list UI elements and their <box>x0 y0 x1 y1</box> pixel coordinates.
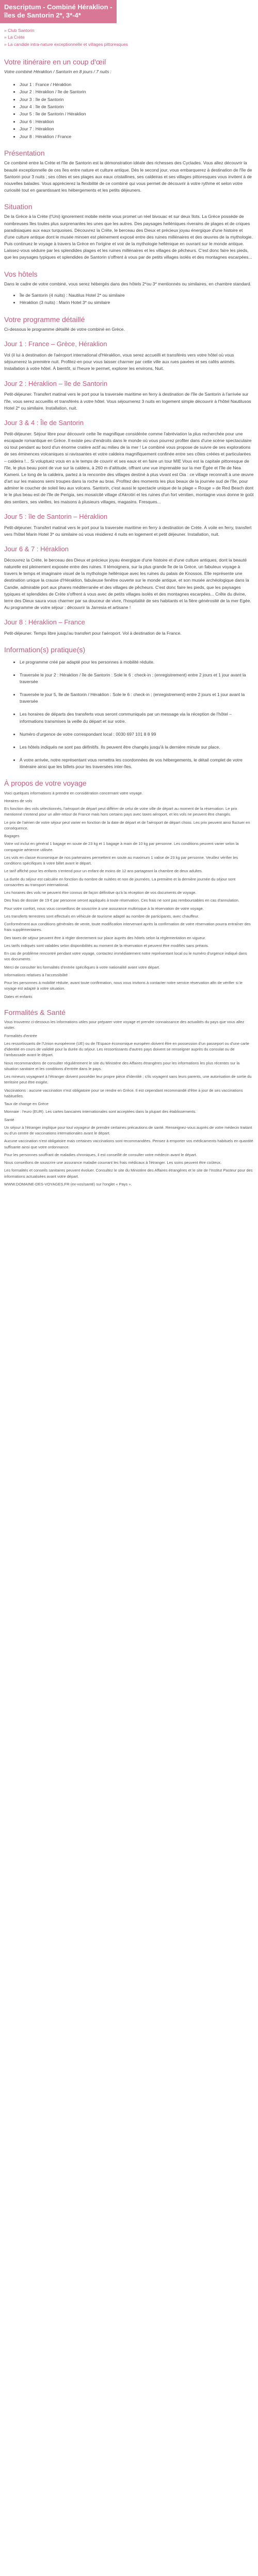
hotels-list <box>4 292 254 307</box>
about-trip-body <box>4 790 254 999</box>
intro-link-club[interactable]: » Club Santorin <box>4 27 254 35</box>
about-trip-paragraph: Des frais de dossier de 19 € par personne seront appliqués à toute réservation. Ces frais ne sont pas remboursables en cas d'annulation. <box>4 898 239 903</box>
hotels-intro: Dans le cadre de votre combiné, vous serez hébergés dans des hôtels 2*ou 3* mentionnés ou similaires, en chambre standard. <box>4 281 252 286</box>
health-paragraph: Nous recommandons de consulter régulièrement le site du Ministère des Affaires étrangères pour les informations les plus récentes sur la situation sanitaire et les conditions d'entrée dans le pays. <box>4 1060 240 1071</box>
about-trip-paragraph: Pour les personnes à mobilité réduite, avant toute confirmation, nous vous invitons à contacter notre service réservation afin de vérifier si le voyage est adapté à votre situation. <box>4 980 243 991</box>
health-paragraph: Vous trouverez ci-dessous les informations utiles pour préparer votre voyage et prendre connaissance des actualités du pays que vous allez visiter. <box>4 1020 245 1030</box>
program-intro: Ci-dessous le programme détaillé de votre combiné en Grèce. <box>4 327 125 332</box>
health-heading: Formalités & Santé <box>4 1008 66 1016</box>
presentation-text: Ce combiné entre la Crète et l'île de Santorin est la démonstration idéale des richesses des Cyclades. Vous allez découvrir la beauté exceptionnelle de ces îles entre nature et culture antique. Dès le second jour, vous embarquerez à destination de l'île de Santorin pour 3 nuits ; ses côtes et ses plages aux eaux cristallines, ses caldeiras et ses villages pittoresques vous invitent à de nouvelles balades. Vous apprécierez la flexibilité de ce combiné qui vous permet de découvrir à votre rythme et selon votre curiosité tout en garantissant les hébergements et les petits déjeuners. <box>4 160 252 193</box>
hotels-heading: Vos hôtels <box>4 269 38 278</box>
about-trip-heading: À propos de votre voyage <box>4 779 87 788</box>
health-paragraph: Les mineurs voyageant à l'étranger doivent posséder leur propre pièce d'identité ; s'ils voyagent sans leurs parents, une autorisation de sortie du territoire peut être exigée. <box>4 1074 252 1085</box>
day1-heading: Jour 1 : France – Grèce, Héraklion <box>4 340 107 348</box>
health-body <box>4 1019 254 1187</box>
about-trip-paragraph: Bagages <box>4 834 20 839</box>
health-paragraph: Les ressortissants de l'Union européenne (UE) ou de l'Espace économique européen doivent être en possession d'un passeport ou d'une carte d'identité en cours de validité pour la durée du séjour. Les ressortissants d'autres pays doivent se renseigner auprès du consulat ou de l'ambassade avant le départ. <box>4 1041 249 1058</box>
about-trip-paragraph: Votre vol inclut en général 1 bagage en soute de 23 kg et 1 bagage à main de 10 kg par personne. Les conditions peuvent varier selon la compagnie aérienne utilisée. <box>4 841 239 852</box>
day8-text: Petit-déjeuner. Temps libre jusqu'au transfert pour l'aéroport. Vol à destination de la France. <box>4 631 182 636</box>
about-trip-paragraph: Le prix de l'aérien de votre séjour peut varier en fonction de la date de départ et de l'aéroport de départ choisi. Les prix peuvent ainsi fluctuer en conséquence. <box>4 820 250 831</box>
day-item: • Jour 8 : Héraklion / France <box>20 133 254 140</box>
about-trip-paragraph: Les transferts terrestres sont effectués en véhicule de tourisme adapté au nombre de participants, avec chauffeur. <box>4 913 199 919</box>
about-trip-paragraph: Pour votre confort, nous vous conseillons de souscrire à une assurance multirisque à la réservation de votre voyage. <box>4 906 204 911</box>
day-item: • Jour 6 : Héraklion <box>20 118 254 125</box>
program-heading: Votre programme détaillé <box>4 315 85 324</box>
content <box>0 27 258 1188</box>
health-paragraph: Monnaie : l'euro (EUR). Les cartes bancaires internationales sont acceptées dans la plupart des établissements. <box>4 1109 197 1114</box>
hotel-item: • Île de Santorin (4 nuits) : Nautilus Hotel 2* ou similaire <box>20 292 254 299</box>
about-trip-paragraph: Informations relatives à l'accessibilité <box>4 972 68 977</box>
about-trip-paragraph: Les horaires des vols ne peuvent être connus de façon définitive qu'à la réception de vos documents de voyage. <box>4 890 197 895</box>
day1-text: Vol (il lui à destination de l'aéroport international d'Héraklion, vous serez accueilli et transférés vers votre hôtel où vous séjournerez la première nuit. Profitez-en pour vous laisser charmer par cette ville aux rues pavées et ses cafés animés. Installation à votre hôtel. À bientôt, si l'heure le permet, explorer les environs, Nuit. <box>4 352 236 371</box>
day34-text: Petit-déjeuner. Séjour libre pour découvrir cette île magnifique considérée comme l'abréviation la plus recherchée pour une escapade romantique en Grèce. Il existe peu d'endroits dans le monde où vous pourrez profiter dans d'une scène spectaculaire où tout pendant au bord d'un énorme cratère actif au milieu de la mer ! Le combiné vous propose de suivre de ses explorations de ses éminences volcaniques si ravissantes et votre caldeira magnifiquement confinée entre ses côtes créées et particularées – caldeira !... Si voluptuez vous en a le temps de couvrir et ses eaux et en faire un tour MIE Vous est la capitale pittoresque de l'île, le plus beau point de vue sur la caldera, à 260 m d'altitude, offrant une vue imprenable sur la mer Égée et l'île de Nea Kameni. Le long de la caldeira, partez à la rencontre des villages destiné à plus vivant est Oia : ce village reconnaît à une œuvre d'art sur les maisons semi troupes dans la roche au bras. Profitez des moments les plus beaux de la journée sud de l'île, pour admirer le coucher de soleil lieu aux volcans. Santorin, c'est aussi le spectacle unique de la plage « Rouge » de Red Beach dont le le plus beau est de l'île de Perigia, ses mosaïcité village d'Akrotiri et les ruines d'un fort vénitien, montagne vous donne le goût des sentiers, ses vieilles, les maisons à plusieurs villages, magasins. Fresques... <box>4 431 254 504</box>
about-trip-paragraph: Les vols en classe économique de nos partenaires permettent en soute au maximum 1 valise de 23 kg par personne. Veuillez vérifier les conditions spécifiques à votre billet avant le départ. <box>4 855 238 866</box>
day-item: • Jour 1 : France / Héraklion <box>20 81 254 88</box>
about-trip-paragraph: Merci de consulter les formalités d'entrée spécifiques à votre nationalité avant votre départ. <box>4 964 160 970</box>
practical-info-heading: Information(s) pratique(s) <box>4 646 86 654</box>
intro-links <box>4 27 254 48</box>
about-trip-paragraph: Voici quelques informations à prendre en considération concernant votre voyage. <box>4 790 143 795</box>
health-paragraph: Vaccinations : aucune vaccination n'est obligatoire pour se rendre en Grèce. Il est cependant recommandé d'être à jour de ses vaccinations habituelles. <box>4 1088 243 1098</box>
health-paragraph: WWW.DOMAINE-DES-VOYAGES.FR (ex-vos/santé) sur l'onglet « Pays ». <box>4 1181 132 1187</box>
practical-info-item: • Traversée le jour 2 : Héraklion / île de Santorin : Sole le 6 : check-in ; (enregistrement) entre 2 jours et 1 jour avant la traversée <box>20 672 254 685</box>
day8-heading: Jour 8 : Héraklion – France <box>4 618 85 626</box>
about-trip-paragraph: Des taxes de séjour peuvent être à régler directement sur place auprès des hôtels selon la réglementation en vigueur. <box>4 935 206 940</box>
about-trip-paragraph: Les tarifs indiqués sont valables selon disponibilités au moment de la réservation et peuvent être modifiés sans préavis. <box>4 943 209 948</box>
health-paragraph: Formalités d'entrée <box>4 1033 37 1038</box>
day5-heading: Jour 5 : île de Santorin – Héraklion <box>4 512 108 520</box>
day2-heading: Jour 2 : Héraklion – île de Santorin <box>4 379 108 387</box>
day34-heading: Jour 3 & 4 : Île de Santorin <box>4 418 84 427</box>
day5-text: Petit-déjeuner. Transfert matinal vers le port pour la traversée maritime en ferry à destination de Crète. À voile en ferry, transfert vers l'hôtel Marin Hotel 3* ou similaire où vous résiderez 4 nuits en logement et petit déjeuner. Installation, nuit. <box>4 524 252 537</box>
practical-info-item: • Les hôtels indiqués ne sont pas définitifs. Ils peuvent être changés jusqu'à la dernière minute sur place. <box>20 744 254 751</box>
presentation-heading: Présentation <box>4 149 45 158</box>
days-list <box>4 81 254 141</box>
practical-info-item: • À votre arrivée, notre représentant vous remettra les coordonnées de vos hébergements, le détail complet de votre itinéraire ainsi que les billets pour les traversées inter-îles. <box>20 757 254 770</box>
day-item: • Jour 4 : île de Santorin <box>20 103 254 110</box>
practical-info-item: • Traversée le jour 5, île de Santorin / Héraklion : Sole le 6 : check-in ; (enregistrement) entre 2 jours et 1 jour avant la traversée <box>20 691 254 705</box>
practical-info-list <box>4 659 254 771</box>
day2-text: Petit-déjeuner. Transfert matinal vers le port pour la traversée maritime en ferry à destination de l'île de Santorin à l'arrivée sur l'île, vous serez accueillis et transférés à votre hôtel. Vous séjournerez 3 nuits en logement simple découvrir à l'hôtel Nautilusos Hotel 2* ou similaire. Installation, nuit. <box>4 392 251 411</box>
health-paragraph: Pour les personnes souffrant de maladies chroniques, il est conseillé de consulter votre médecin avant le départ. <box>4 1152 197 1157</box>
day67-text: Découvrez la Crète, le berceau des Dieux et précieux joyau énergique d'une histoire et d'une culture antiques, dont la beauté naturelle est pleinement exposée entre des ruines. Il témoignera, sur la plus grande île de la Grèce, un fabuleux voyage à travers le temps et imaginaire visuel de la mythologie hellénique avec les ruines du palais de Knossos. Elle représente une destination unique la crause d'Héraklion, fabuleuse fenêtre ouverte sur le monde antique, et son musée archéologique dans la Candie, admirable port aux phares méditerranée et des villages de pêcheurs. C'est donc faire les pieds, que les paysages typiques et splendides de Crète s'offrent à vous avec de petits villages isolés et des montagnes escarpées... Crête du divine, terre des Dieux saura vous charmer par sa douceur de vivre, l'hospitalité de ses habitants et la fière générosité de la mer Egée. Au programme de votre séjour : découvrir la Jarresia et artisane ! <box>4 557 251 611</box>
health-paragraph: Nous conseillons de souscrire une assurance maladie couvrant les frais médicaux à l'étranger. Les soins peuvent être coûteux. <box>4 1160 222 1165</box>
day67-heading: Jour 6 & 7 : Héraklion <box>4 545 69 553</box>
about-trip-paragraph: Conformément aux conditions générales de vente, toute modification intervenant après la confirmation de votre réservation pourra entraîner des frais supplémentaires. <box>4 922 251 933</box>
practical-info-item: • Les horaires de départs des transferts vous seront communiqués par un message via la réception de l'hôtel – informations transmises la veille du départ et sur votre. <box>20 711 254 724</box>
about-trip-paragraph: En fonction des vols sélectionnés, l'aéroport de départ peut différer de celui de votre ville de départ au moment de la réservation. Le prix mentionné s'entend pour un aller-retour de France mais hors certains pays avec taxes aéroport, et les vols ne peuvent être changés. <box>4 806 237 817</box>
day-item: • Jour 5 : île de Santorin / Héraklion <box>20 110 254 117</box>
itinerary-subtitle: Votre combiné Héraklion / Santorin en 8 jours / 7 nuits : <box>4 69 112 75</box>
day-item: • Jour 2 : Héraklion / île de Santorin <box>20 88 254 95</box>
health-paragraph: Les formalités et conseils sanitaires peuvent évoluer. Consultez le site du Ministère des Affaires étrangères et le site de l'Institut Pasteur pour des informations actualisées avant votre départ. <box>4 1168 253 1179</box>
health-paragraph: Aucune vaccination n'est obligatoire mais certaines vaccinations sont recommandées. Pensez à emporter vos médicaments habituels en quantité suffisante ainsi que votre ordonnance. <box>4 1139 253 1149</box>
about-trip-paragraph: Horaires de vols <box>4 798 33 803</box>
intro-link-nature[interactable]: » La candide intra-nature exceptionnelle et villages pittoresques <box>4 41 254 48</box>
day-item: • Jour 3 : île de Santorin <box>20 96 254 103</box>
health-paragraph: Santé <box>4 1117 14 1122</box>
day-item: • Jour 7 : Héraklion <box>20 125 254 132</box>
intro-link-crete[interactable]: » La Crète <box>4 34 254 41</box>
practical-info-item: • Le programme créé par adapté pour les personnes à mobilité réduite. <box>20 659 254 666</box>
health-paragraph: Un séjour à l'étranger implique pour tout voyageur de prendre certaines précautions de santé. Renseignez-vous auprès de votre médecin traitant ou d'un centre de vaccinations internationales avant le départ. <box>4 1125 252 1136</box>
itinerary-heading: Votre itinéraire en un coup d'œil <box>4 58 106 66</box>
page-title: Descriptum - Combiné Héraklion - îles de Santorin 2*, 3*-4* <box>0 0 117 23</box>
about-trip-paragraph: En cas de problème rencontré pendant votre voyage, contactez immédiatement notre représentant local ou le numéro d'urgence indiqué dans vos documents. <box>4 951 247 962</box>
about-trip-paragraph: Le tarif affiché pour les enfants s'entend pour un enfant de moins de 12 ans partageant la chambre de deux adultes. <box>4 869 203 874</box>
situation-heading: Situation <box>4 202 33 211</box>
about-trip-paragraph: Dates et enfants <box>4 994 33 999</box>
situation-text: De la Grèce à la Crète (l'Uni) ignorement mobile mérite vous promet un réel bivouac et sur deux îlots. La Grèce possède de nombreuses îles toutes plus surprenantes les unes que les autres. Des paysages helléniques riverains de plages et de criques paradisiaques aux eaux turquoises. Découvrez la Crète, le berceau des Dieux et précieux joyau énergique d'une histoire et d'une culture antique dont le musée minoen est pleinement exposé entre des ruines millénaires et des œuvres de la mythologie. Puis continuez le voyage à travers la Grèce en l'origine et voir de la mythologie hellénique en ouvrant sur le monde antique. Laissez-vous séduire par les splendides plages et les ruines millénaires et les villages de pêcheurs. C'est donc faire les pieds, que les paysages typiques et splendides de Santorin s'offrent à vous par de petits villages isolés et des montagnes escarpées... <box>4 214 253 260</box>
practical-info-item: • Numéro d'urgence de votre correspondant local : 0030 697 101 8 8 99 <box>20 731 254 738</box>
about-trip-paragraph: La durée du séjour est calculée en fonction du nombre de nuitées et non de journées. La première et la dernière journée du séjour sont consacrées au transport international. <box>4 876 236 887</box>
hotel-item: • Héraklion (3 nuits) : Marin Hotel 3* ou similaire <box>20 299 254 306</box>
health-paragraph: Taux de change en Grèce <box>4 1101 49 1107</box>
